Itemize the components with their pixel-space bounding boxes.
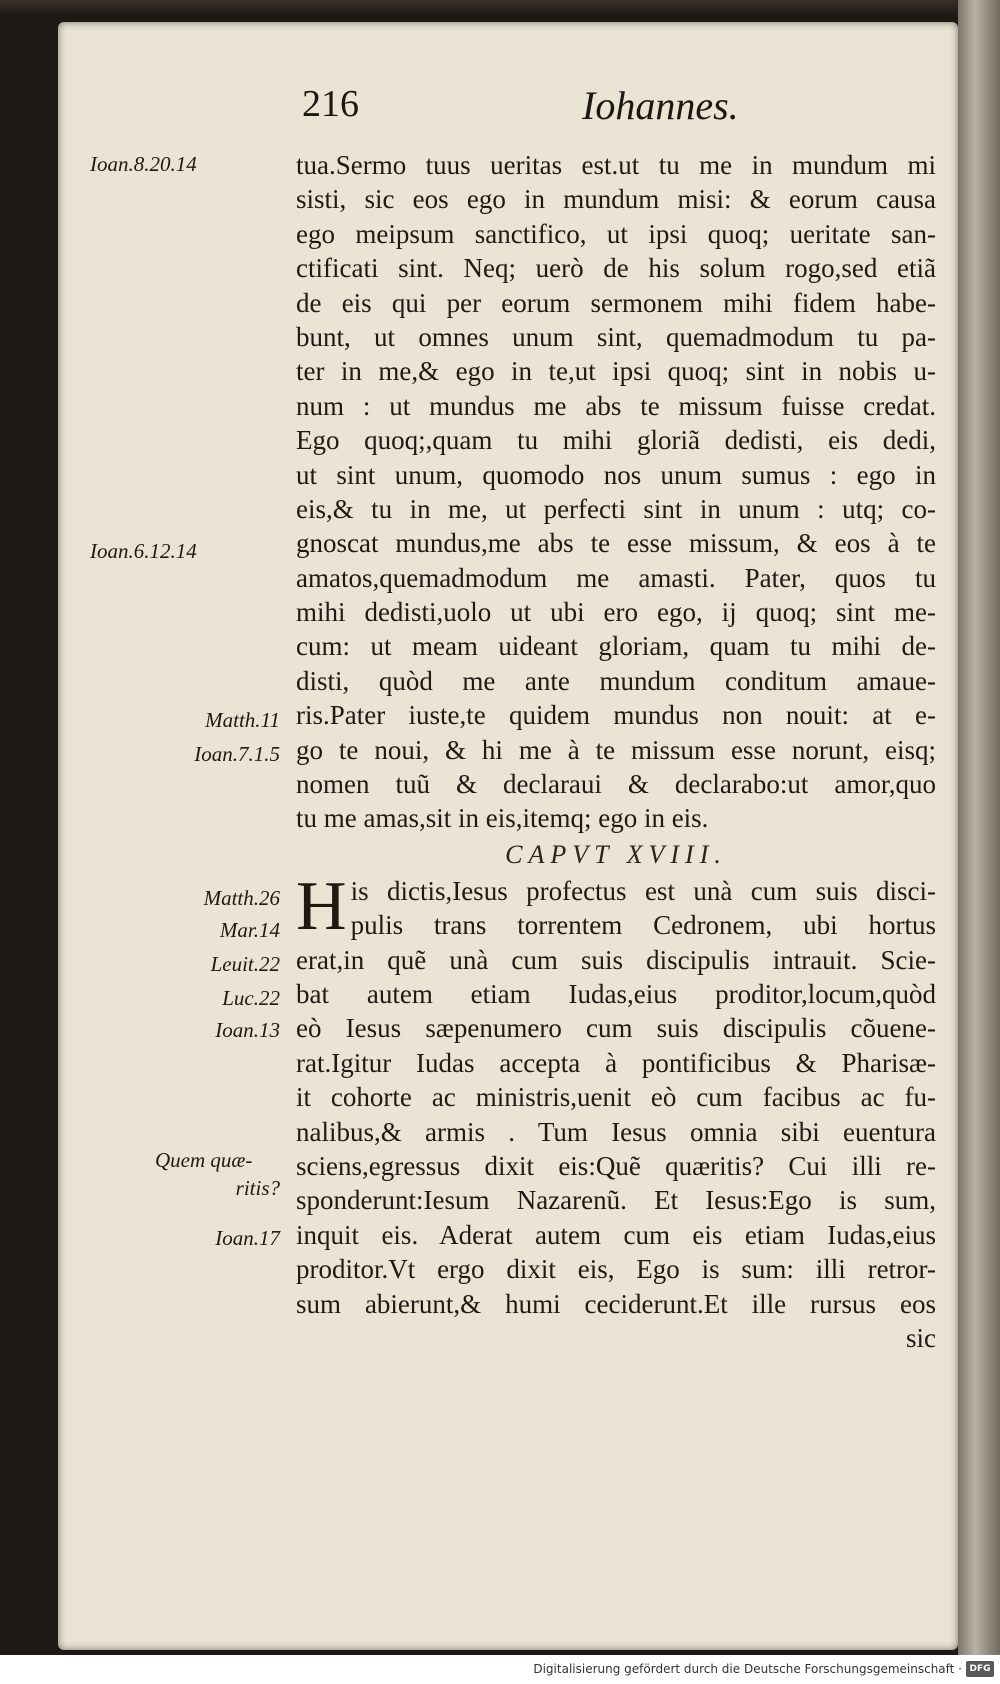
text-line: Ego quoq;,quam tu mihi gloriã dedisti, eis dedi,	[296, 425, 936, 456]
text-line: nomen tuũ & declaraui & declarabo:ut amor,quo	[296, 769, 936, 800]
running-head: Iohannes.	[582, 83, 739, 128]
text-line: pulis trans torrentem Cedronem, ubi hortus	[350, 910, 936, 941]
margin-note: Ioan.13	[215, 1018, 280, 1042]
text-line: de eis qui per eorum sermonem mihi fidem habe-	[296, 287, 936, 318]
drop-cap: H	[296, 867, 347, 945]
text-line: ris.Pater iuste,te quidem mundus non nouit: at e-	[296, 700, 936, 731]
text-line: ego meipsum sanctifico, ut ipsi quoq; ueritate san-	[296, 218, 936, 249]
text-line: bat autem etiam Iudas,eius proditor,locum,quòd	[296, 978, 936, 1009]
text-line: proditor.Vt ergo dixit eis, Ego is sum: illi retror-	[296, 1254, 936, 1285]
text-line: cum: ut meam uideant gloriam, quam tu mihi de-	[296, 631, 936, 662]
book-fore-edge	[958, 0, 1000, 1655]
margin-note: Matth.11	[205, 708, 280, 732]
text-line: amatos,quemadmodum me amasti. Pater, quos tu	[296, 562, 936, 593]
text-line: erat,in quẽ unà cum suis discipulis intrauit. Scie-	[296, 944, 936, 975]
text-line: rat.Igitur Iudas accepta à pontificibus & Pharisæ-	[296, 1047, 936, 1078]
chapter-body	[296, 867, 936, 1321]
text-line: sciens,egressus dixit eis:Quẽ quæritis? Cui illi re-	[296, 1150, 936, 1181]
margin-note: Matth.26	[203, 886, 280, 910]
text-line: sum abierunt,& humi ceciderunt.Et ille rursus eos	[296, 1288, 936, 1319]
text-line: bunt, ut omnes unum sint, quemadmodum tu pa-	[296, 321, 936, 352]
margin-note: ritis?	[235, 1176, 280, 1200]
page-number: 216	[302, 83, 359, 125]
text-line: is dictis,Iesus profectus est unà cum suis disci-	[350, 875, 936, 906]
text-line: ut sint unum, quomodo nos unum sumus : ego in	[296, 459, 936, 490]
margin-note: Mar.14	[219, 918, 280, 942]
page-header	[0, 82, 1000, 132]
text-line: go te noui, & hi me à te missum esse norunt, eisq;	[296, 734, 936, 765]
text-line: tua.Sermo tuus ueritas est.ut tu me in mundum mi	[296, 150, 936, 180]
margin-note: Ioan.6.12.14	[90, 539, 197, 563]
main-text-block	[296, 148, 936, 1355]
margin-note: Ioan.7.1.5	[194, 742, 280, 766]
text-line: mihi dedisti,uolo ut ubi ero ego, ij quoq; sint me-	[296, 597, 936, 628]
text-line: ter in me,& ego in te,ut ipsi quoq; sint in nobis u-	[296, 356, 936, 387]
margin-note: Quem quæ-	[155, 1148, 253, 1172]
text-line: num : ut mundus me abs te missum fuisse credat.	[296, 390, 936, 421]
text-line: inquit eis. Aderat autem cum eis etiam Iudas,eius	[296, 1219, 936, 1250]
text-line: gnoscat mundus,me abs te esse missum, & eos à te	[296, 528, 936, 559]
text-line: disti, quòd me ante mundum conditum amaue-	[296, 665, 936, 696]
text-line: tu me amas,sit in eis,itemq; ego in eis.	[296, 803, 709, 834]
text-line: it cohorte ac ministris,uenit eò cum facibus ac fu-	[296, 1082, 936, 1113]
margin-note: Ioan.8.20.14	[90, 152, 197, 176]
book-top-edge	[0, 0, 1000, 16]
chapter-heading: CAPVT XVIII.	[505, 839, 727, 869]
text-line: sisti, sic eos ego in mundum misi: & eorum causa	[296, 184, 936, 215]
digitization-footer	[0, 1655, 1000, 1684]
text-line: eò Iesus sæpenumero cum suis discipulis cõuene-	[296, 1013, 936, 1044]
margin-note: Ioan.17	[215, 1226, 280, 1250]
text-line: nalibus,& armis . Tum Iesus omnia sibi euentura	[296, 1116, 936, 1147]
catchword: sic	[906, 1322, 936, 1353]
text-line: ctificati sint. Neq; uerò de his solum rogo,sed etiã	[296, 253, 936, 284]
text-line: sponderunt:Iesum Nazarenũ. Et Iesus:Ego is sum,	[296, 1185, 936, 1216]
funding-credit: Digitalisierung gefördert durch die Deutsche Forschungsgemeinschaft ·	[533, 1662, 962, 1676]
text-line: eis,& tu in me, ut perfecti sint in unum : utq; co-	[296, 493, 936, 524]
margin-note: Leuit.22	[210, 952, 280, 976]
margin-note: Luc.22	[222, 986, 280, 1010]
dfg-logo: DFG	[966, 1661, 994, 1677]
